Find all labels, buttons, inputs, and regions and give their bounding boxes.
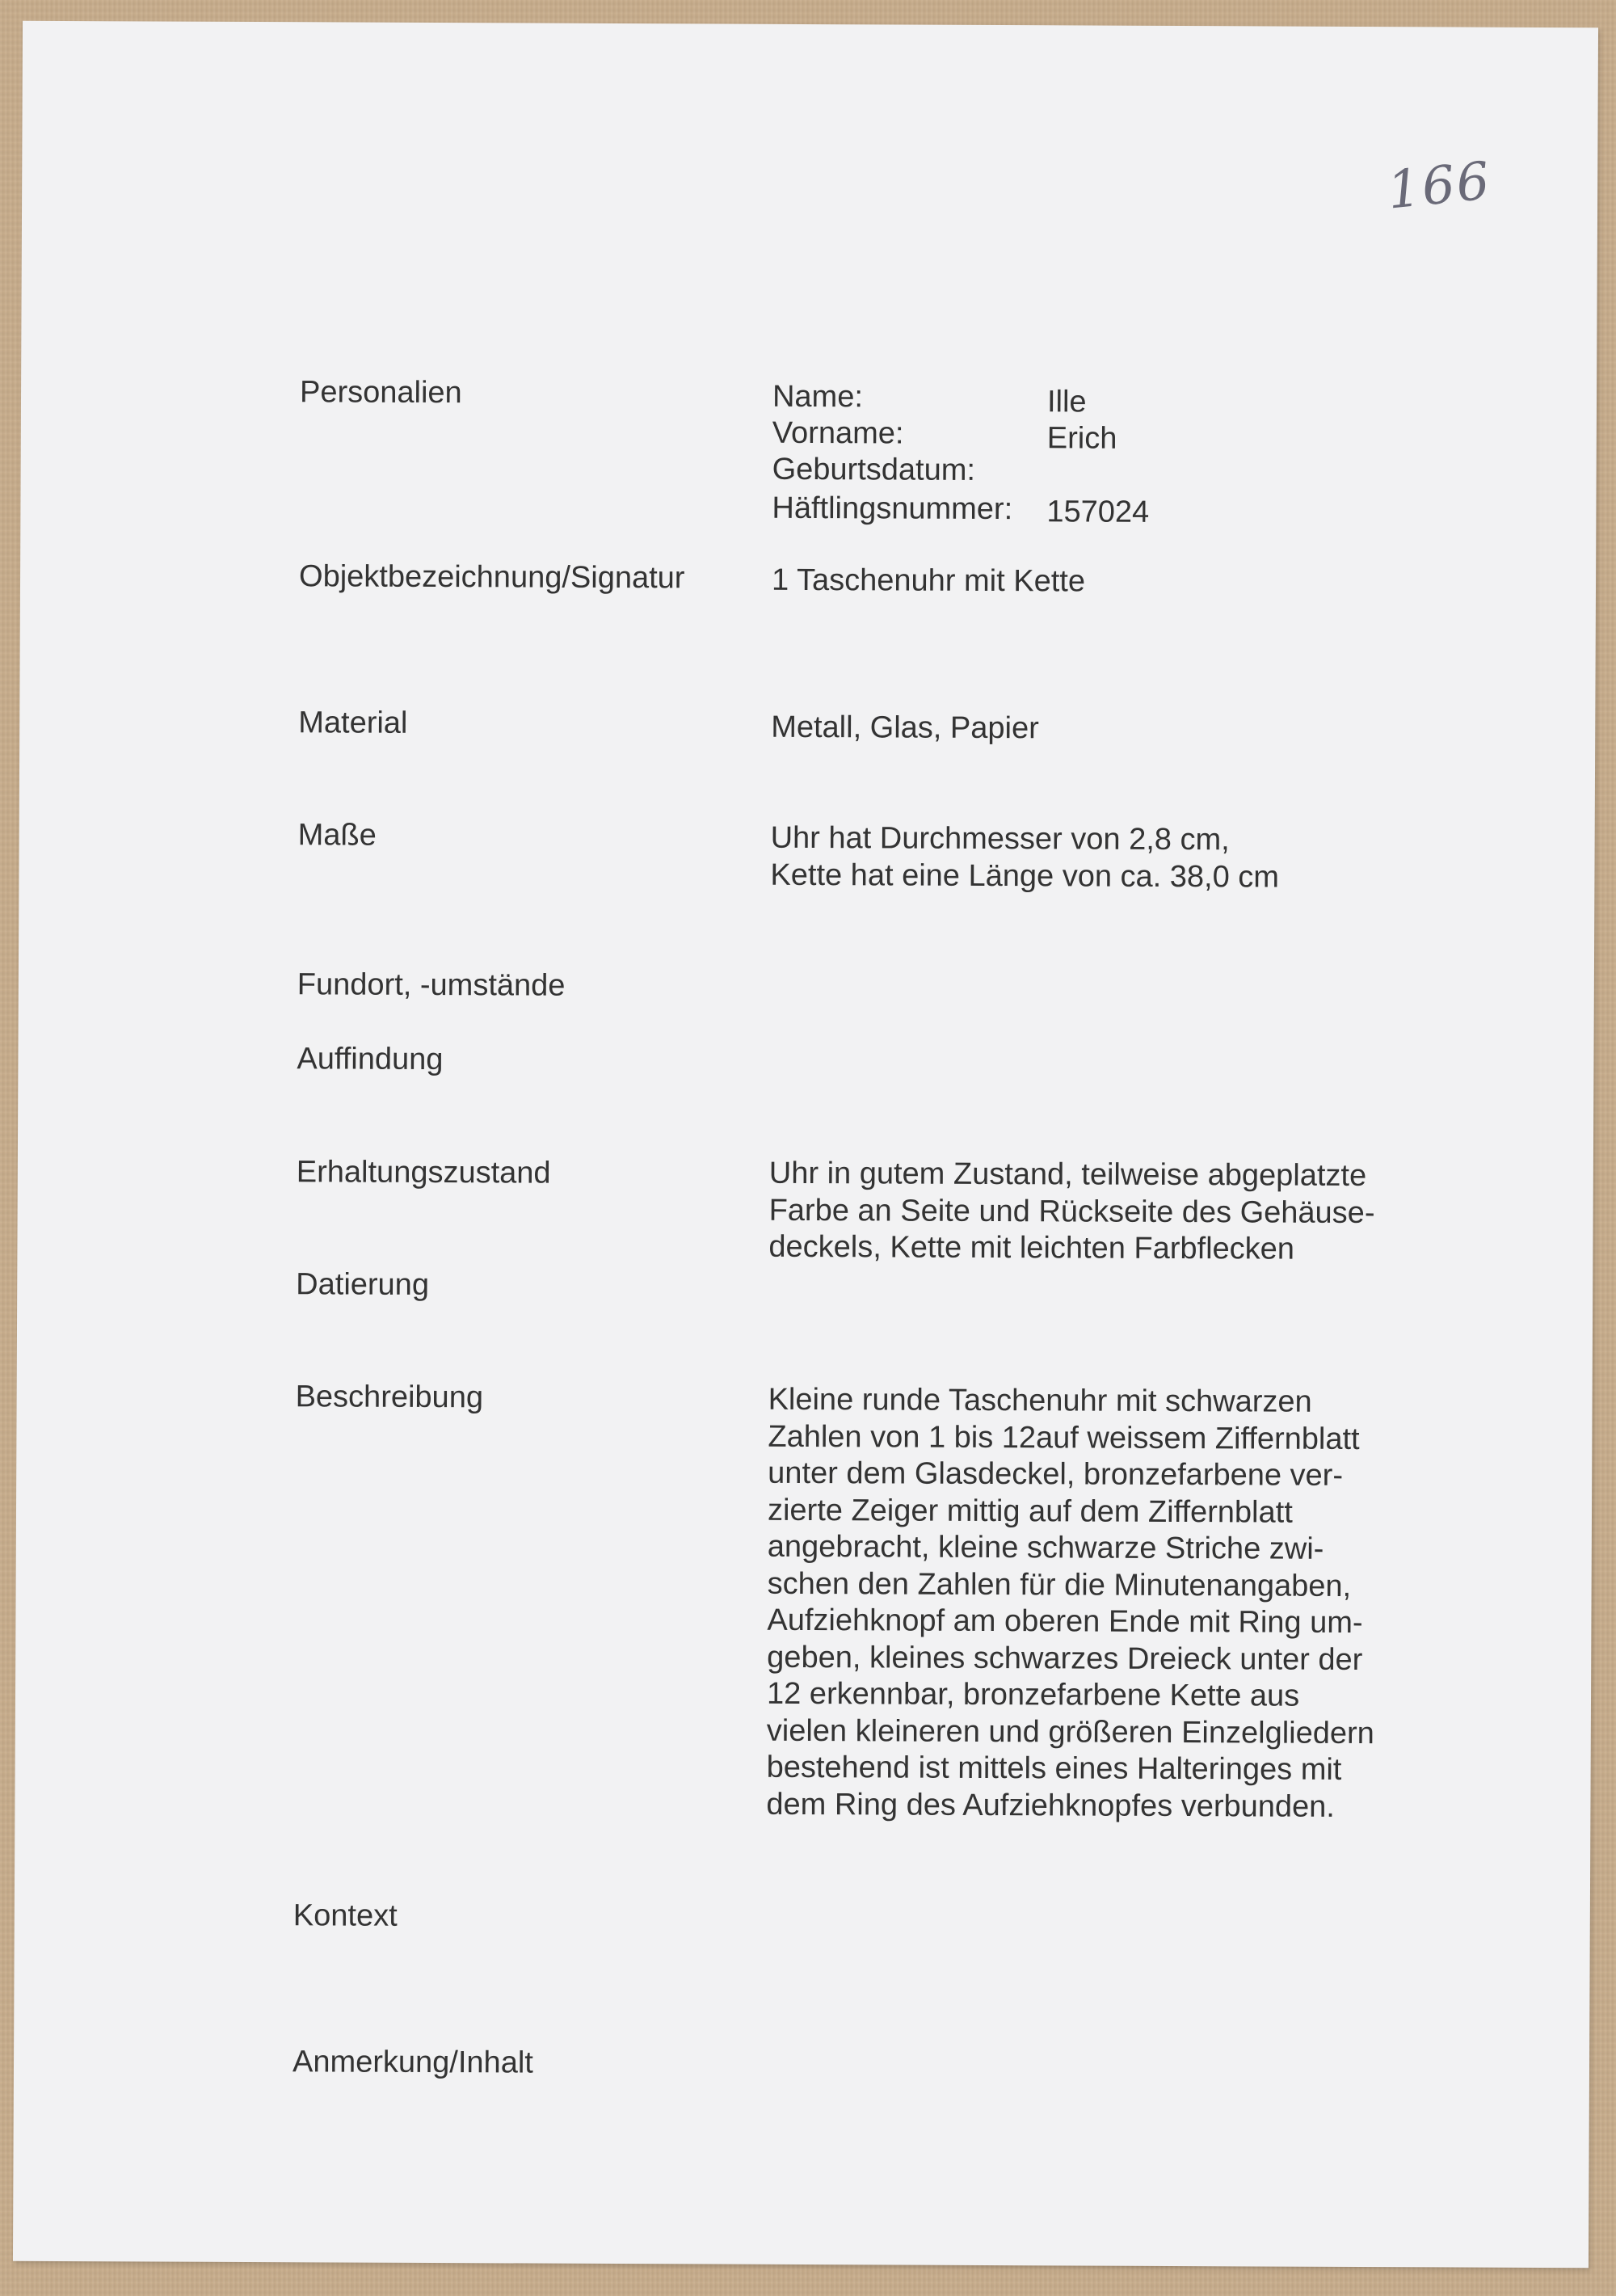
objektbezeichnung-label: Objektbezeichnung/Signatur (298, 559, 685, 596)
objektbezeichnung-value: 1 Taschenuhr mit Kette (771, 562, 1086, 599)
beschreibung-label: Beschreibung (295, 1380, 484, 1415)
geburtsdatum-label: Geburtsdatum: (772, 452, 976, 487)
anmerkung-label: Anmerkung/Inhalt (292, 2045, 533, 2080)
haeftlingsnummer-label: Häftlingsnummer: (772, 491, 1013, 527)
handwritten-page-number: 166 (1384, 151, 1494, 221)
auffindung-label: Auffindung (297, 1042, 444, 1077)
vorname-value: Erich (1046, 421, 1117, 456)
haeftlingsnummer-value: 157024 (1046, 495, 1150, 529)
fundort-label: Fundort, -umstände (297, 967, 566, 1003)
erhaltungszustand-label: Erhaltungszustand (296, 1155, 551, 1190)
masse-label: Maße (297, 818, 377, 853)
document-sheet (13, 21, 1598, 2268)
vorname-label: Vorname: (772, 415, 904, 451)
personalien-label: Personalien (299, 375, 462, 411)
erhaltungszustand-value: Uhr in gutem Zustand, teilweise abgeplatzte Farbe an Seite und Rückseite des Gehäuse- deckels, Kette mit leichten Farbflecken (768, 1156, 1375, 1266)
name-label: Name: (772, 379, 864, 415)
material-label: Material (298, 706, 408, 740)
kontext-label: Kontext (292, 1898, 398, 1933)
masse-value: Uhr hat Durchmesser von 2,8 cm, Kette hat eine Länge von ca. 38,0 cm (770, 820, 1280, 895)
material-value: Metall, Glas, Papier (771, 710, 1039, 746)
name-value: Ille (1046, 385, 1087, 419)
datierung-label: Datierung (296, 1267, 430, 1302)
beschreibung-value: Kleine runde Taschenuhr mit schwarzen Zahlen von 1 bis 12auf weissem Ziffernblatt unter dem Glasdeckel, bronzefarbene ver- zierte Zeiger mittig auf dem Ziffernblatt angebracht, kleine schwarze Striche zwi- schen den Zahlen für die Minutenangaben, Aufziehknopf am oberen Ende mit Ring um- geben, kleines schwarzes Dreieck unter der 12 erkennbar, bronzefarbene Kette aus vielen kleineren und größeren Einzelgliedern bestehend ist mittels eines Halteringes mit dem Ring des Aufziehknopfes verbunden. (766, 1382, 1374, 1824)
